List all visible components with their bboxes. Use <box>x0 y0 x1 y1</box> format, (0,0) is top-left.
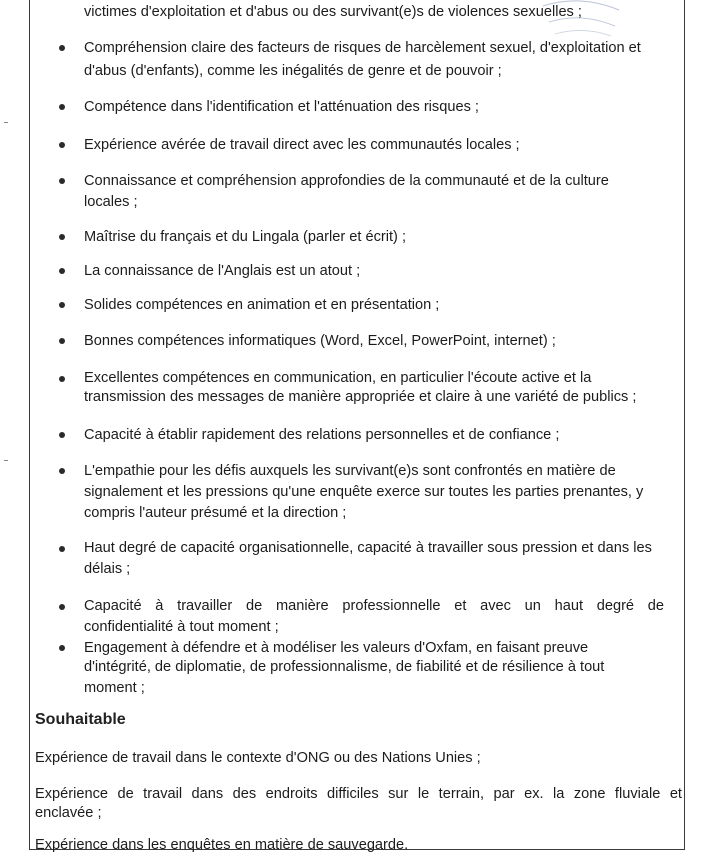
requirement-line: Connaissance et compréhension approfondies de la communauté et de la culture <box>84 173 609 189</box>
desirable-line: Expérience dans les enquêtes en matière de sauvegarde. <box>35 837 409 853</box>
requirement-line: d'abus (d'enfants), comme les inégalités de genre et de pouvoir ; <box>84 63 502 79</box>
bullet-icon <box>59 234 65 240</box>
requirement-line: Capacité à établir rapidement des relations personnelles et de confiance ; <box>84 427 560 443</box>
bullet-icon <box>59 645 65 651</box>
bullet-icon <box>59 604 65 610</box>
desirable-line: Expérience de travail dans le contexte d'ONG ou des Nations Unies ; <box>35 750 481 766</box>
requirement-line: confidentialité à tout moment ; <box>84 619 279 635</box>
requirement-line: L'empathie pour les défis auxquels les survivant(e)s sont confrontés en matière de <box>84 463 616 479</box>
desirable-line: enclavée ; <box>35 805 102 821</box>
section-heading: Souhaitable <box>35 711 126 728</box>
requirement-line: Bonnes compétences informatiques (Word, Excel, PowerPoint, internet) ; <box>84 333 556 349</box>
bullet-icon <box>59 546 65 552</box>
requirement-line: Compétence dans l'identification et l'atténuation des risques ; <box>84 99 479 115</box>
requirement-line: Excellentes compétences en communication, en particulier l'écoute active et la <box>84 370 592 386</box>
requirement-line: moment ; <box>84 680 145 696</box>
requirement-line: Haut degré de capacité organisationnelle, capacité à travailler sous pression et dans les <box>84 540 652 556</box>
bullet-icon <box>59 142 65 148</box>
requirement-line: transmission des messages de manière appropriée et claire à une variété de publics ; <box>84 389 637 405</box>
bullet-icon <box>59 45 65 51</box>
requirement-line: Compréhension claire des facteurs de risques de harcèlement sexuel, d'exploitation et <box>84 40 641 56</box>
bullet-icon <box>59 104 65 110</box>
bullet-icon <box>59 376 65 382</box>
requirement-line: compris l'auteur présumé et la direction ; <box>84 505 347 521</box>
margin-mark <box>4 122 8 123</box>
requirement-line: locales ; <box>84 194 138 210</box>
bullet-icon <box>59 178 65 184</box>
bullet-icon <box>59 302 65 308</box>
requirement-line: Maîtrise du français et du Lingala (parler et écrit) ; <box>84 229 407 245</box>
desirable-line: Expérience de travail dans des endroits difficiles sur le terrain, par ex. la zone fluviale et <box>35 786 682 802</box>
bullet-icon <box>59 268 65 274</box>
requirement-line: La connaissance de l'Anglais est un atout ; <box>84 263 361 279</box>
requirement-line: d'intégrité, de diplomatie, de professionnalisme, de fiabilité et de résilience à tout <box>84 659 605 675</box>
bullet-icon <box>59 468 65 474</box>
requirement-line: Capacité à travailler de manière professionnelle et avec un haut degré de <box>84 598 664 614</box>
requirement-line: Engagement à défendre et à modéliser les valeurs d'Oxfam, en faisant preuve <box>84 640 589 656</box>
requirement-line: Expérience avérée de travail direct avec les communautés locales ; <box>84 137 520 153</box>
requirement-line: victimes d'exploitation et d'abus ou des survivant(e)s de violences sexuelles ; <box>84 4 582 20</box>
bullet-icon <box>59 338 65 344</box>
requirement-line: Solides compétences en animation et en présentation ; <box>84 297 440 313</box>
margin-mark <box>4 460 8 461</box>
bullet-icon <box>59 432 65 438</box>
requirement-line: signalement et les pressions qu'une enquête exerce sur toutes les parties prenantes, y <box>84 484 644 500</box>
requirement-line: délais ; <box>84 561 131 577</box>
